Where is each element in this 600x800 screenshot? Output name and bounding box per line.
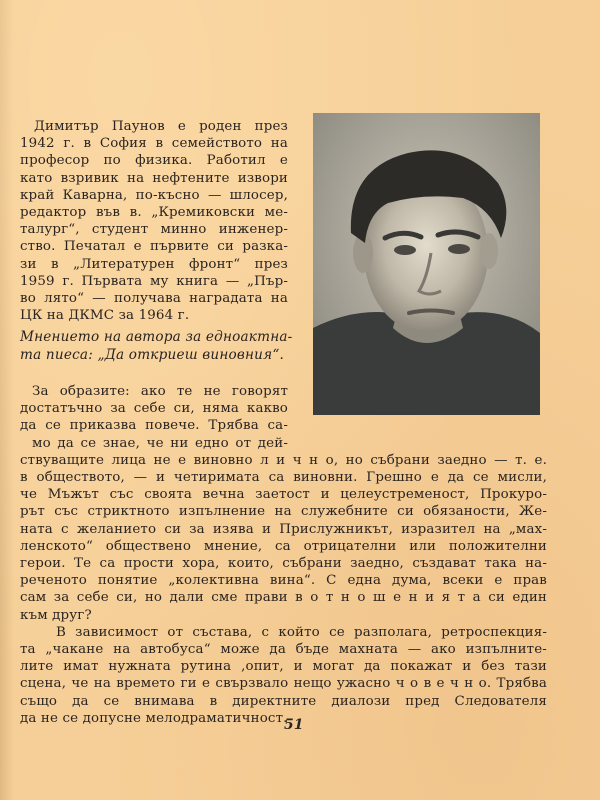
body-line: та „чакане на автобуса“ може да бъде махната — ако изпълните- <box>20 642 547 658</box>
body-line: За образите: ако те не говорят <box>32 384 288 399</box>
article-body <box>20 383 547 727</box>
section-heading-author-opinion <box>20 329 293 364</box>
body-line: да се приказва повече. Трябва са- <box>20 418 288 434</box>
bio-line: зи в „Литературен фронт“ през <box>20 256 288 272</box>
paragraph-1-narrow <box>20 383 288 452</box>
body-line: да не се допусне мелодраматичност. <box>20 710 288 726</box>
body-line: ленското“ обществено мнение, са отрицателни или положителни <box>20 538 547 554</box>
heading-line: та пиеса: „Да откриеш виновния“. <box>20 346 284 363</box>
body-line: също да се внимава в директните диалози пред Следователя <box>20 693 547 709</box>
body-line: към друг? <box>20 607 92 623</box>
body-line: лите имат нужната рутина ,опит, и могат да покажат и без тази <box>20 659 547 675</box>
body-line: герои. Те са прости хора, които, събрани заедно, създават така на- <box>20 556 547 572</box>
author-biography <box>20 118 288 324</box>
body-line: достатъчно за себе си, няма какво <box>20 401 288 417</box>
bio-line: професор по физика. Работил е <box>20 153 288 169</box>
bio-line: 1959 г. Първата му книга — „Пър- <box>20 273 288 289</box>
heading-line: Мнението на автора за едноактна- <box>20 329 293 345</box>
body-line: в обществото, — и четиримата са виновни. Грешно е да се мисли, <box>20 470 547 486</box>
page-number: 51 <box>284 717 304 733</box>
body-line: В зависимост от състава, с който се разполага, ретроспекция- <box>56 624 547 640</box>
bio-line: край Каварна, по-късно — шлосер, <box>20 187 288 203</box>
body-line: ствуващите лица не е виновно л и ч н о, но събрани заедно — т. е. <box>20 452 547 468</box>
bio-line: като взривик на нефтените извори <box>20 170 288 186</box>
body-line: ната с желанието си за изява и Прислужникът, изразител на „мах- <box>20 521 547 537</box>
bio-line: редактор във в. „Кремиковски ме- <box>20 205 288 221</box>
paragraph-1-wide <box>20 452 547 624</box>
bio-line: талург“, студент минно инженер- <box>20 222 288 238</box>
bio-line: ство. Печатал е първите си разка- <box>20 239 288 255</box>
author-portrait-photo <box>313 113 540 415</box>
body-line: реченото понятие „колективна вина“. С една дума, всеки е прав <box>20 573 547 589</box>
body-line: рът със стриктното изпълнение на служебните си обязаности, Же- <box>20 504 547 520</box>
bio-line: Димитър Паунов е роден през <box>34 119 288 134</box>
bio-line: 1942 г. в София в семейството на <box>20 136 288 152</box>
body-line: че Мъжът със своята вечна заетост и целеустременост, Прокуро- <box>20 487 547 503</box>
bio-line: ЦК на ДКМС за 1964 г. <box>20 308 190 324</box>
body-line: сцена, че на времето ги е свързвало нещо ужасно ч о в е ч н о. Трябва <box>20 676 547 692</box>
body-line: сам за себе си, но дали сме прави в о т н о ш е н и я т а си един <box>20 590 547 606</box>
body-line: мо да се знае, че ни едно от дей- <box>32 435 288 451</box>
portrait-photo-icon <box>313 113 540 415</box>
paragraph-2 <box>20 624 547 727</box>
bio-line: во лято“ — получава наградата на <box>20 291 288 307</box>
